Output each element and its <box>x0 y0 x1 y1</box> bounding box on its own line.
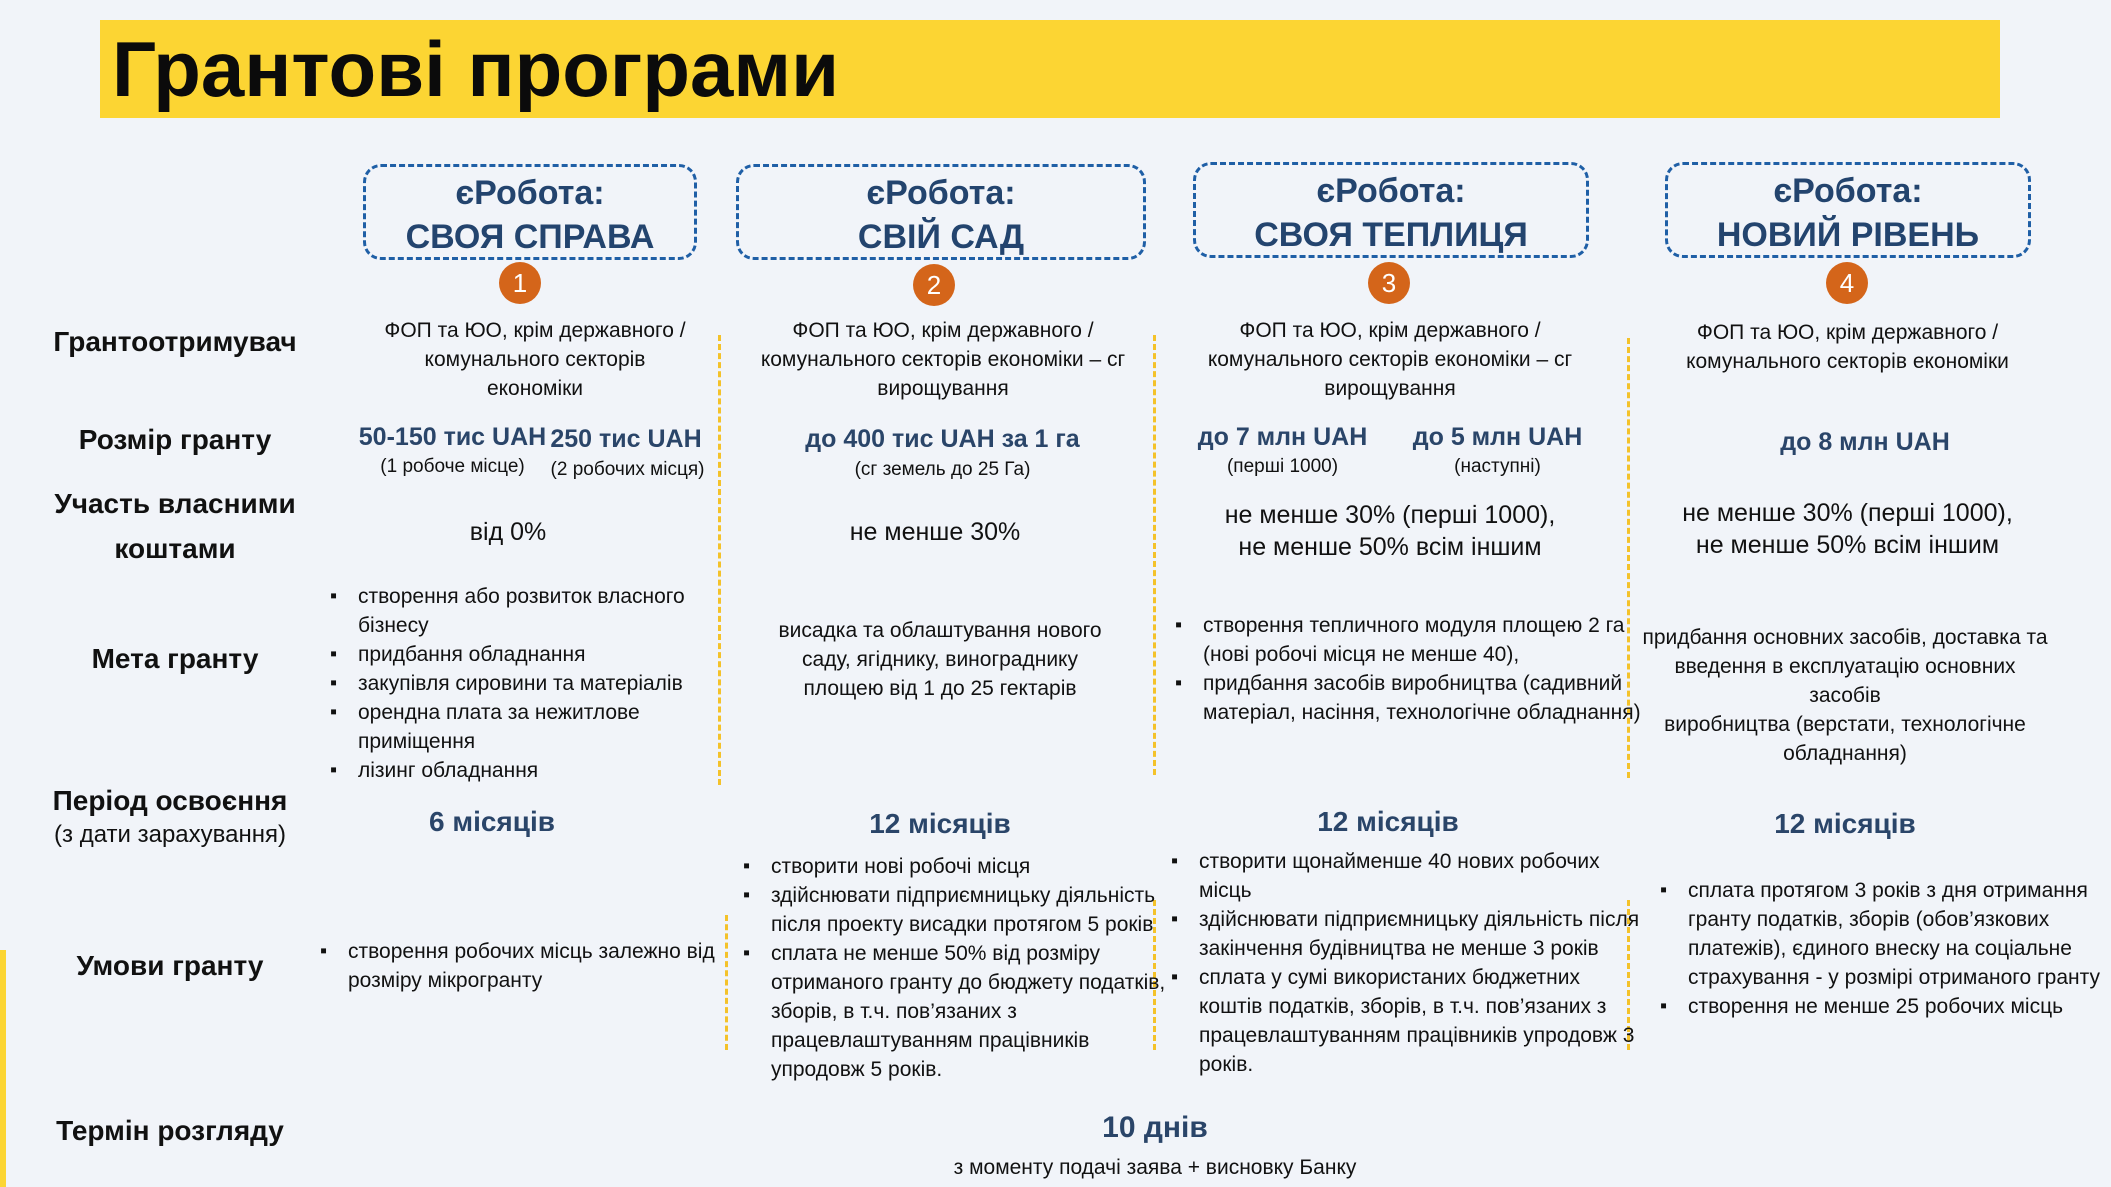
purpose-cell-2 <box>745 616 1135 703</box>
grant-size-note: (1 робоче місце) <box>380 456 525 477</box>
list-item: ▪ сплата у сумі використаних бюджетних коштів податків, зборів, в т.ч. пов’язаних з працевлаштуванням працівників упродовж 3 років. <box>1199 963 1649 1079</box>
text-line: ФОП та ЮО, крім державного / <box>384 319 686 342</box>
row-label-recipient: Грантоотримувач <box>53 326 297 357</box>
recipient-cell-3 <box>1185 316 1595 403</box>
program-prefix: єРобота: <box>866 174 1016 212</box>
program-name: НОВИЙ РІВЕНЬ <box>1716 216 1980 254</box>
text-line: комунального секторів економіки <box>1686 350 2009 373</box>
own-funds-cell-3 <box>1180 499 1600 563</box>
list-item: ▪ закупівля сировини та матеріалів <box>358 669 743 698</box>
column-divider <box>1153 335 1156 775</box>
text-line: придбання основних засобів, доставка та <box>1642 626 2048 649</box>
text-line: ФОП та ЮО, крім державного / <box>792 319 1094 342</box>
grant-size-value: до 7 млн UAH <box>1197 423 1368 451</box>
program-header-3 <box>1193 162 1589 258</box>
list-item: ▪ орендна плата за нежитлове приміщення <box>358 698 743 756</box>
purpose-list-3 <box>1173 611 1643 727</box>
program-name: СВОЯ СПРАВА <box>405 218 655 256</box>
row-label-purpose: Мета гранту <box>91 643 259 674</box>
text-line: комунального секторів <box>424 348 646 371</box>
text-line: ФОП та ЮО, крім державного / <box>1239 319 1541 342</box>
text-line: не менше 30% (перші 1000), <box>1682 499 2013 527</box>
own-funds-cell-1: від 0% <box>469 518 547 546</box>
text-line: комунального секторів економіки – сг <box>760 348 1126 371</box>
list-item: ▪ лізинг обладнання <box>358 756 743 785</box>
conditions-list-3 <box>1169 847 1649 1079</box>
grant-size-note: (2 робочих місця) <box>550 459 705 480</box>
review-value: 10 днів <box>1102 1111 1208 1144</box>
conditions-list-1 <box>318 937 743 995</box>
list-item: ▪ здійснювати підприємницьку діяльність після проекту висадки протягом 5 років <box>771 881 1171 939</box>
recipient-cell-1 <box>350 316 720 403</box>
program-prefix: єРобота: <box>455 174 605 212</box>
text-line: висадка та облаштування нового <box>778 619 1102 642</box>
grant-size-value: до 400 тис UAH за 1 га <box>805 425 1080 453</box>
own-funds-cell-4 <box>1650 497 2045 561</box>
row-label-line: коштами <box>114 533 236 564</box>
program-number-badge: 1 <box>499 262 541 304</box>
review-note: з моменту подачі заява + висновку Банку <box>953 1156 1357 1179</box>
list-item: ▪ сплата протягом 3 років з дня отримання гранту податків, зборів (обов’язкових платежів), єдиного внеску на соціальне страхування - у розмірі отриманого гранту <box>1688 876 2111 992</box>
text-line: економіки <box>486 377 584 400</box>
text-line: не менше 50% всім іншим <box>1695 531 2000 559</box>
row-label-own-funds <box>30 481 320 571</box>
grant-size-value: 50-150 тис UAH <box>358 423 547 451</box>
grant-size-note: (перші 1000) <box>1226 456 1339 477</box>
text-line: не менше 30% (перші 1000), <box>1224 501 1556 529</box>
list-item: ▪ сплата не менше 50% від розміру отриманого гранту до бюджету податків, зборів, в т.ч. пов’язаних з працевлаштуванням працівників упродовж 5 років. <box>771 939 1171 1084</box>
purpose-list-1 <box>328 582 743 785</box>
recipient-cell-4 <box>1650 318 2045 376</box>
text-line: ФОП та ЮО, крім державного / <box>1696 321 1999 344</box>
list-item: ▪ здійснювати підприємницьку діяльність після закінчення будівництва не менше 3 років <box>1199 905 1649 963</box>
text-line: вирощування <box>1324 377 1456 400</box>
grant-size-value: до 8 млн UAH <box>1780 428 1950 456</box>
program-header-1 <box>363 164 697 260</box>
text-line: комунального секторів економіки – сг <box>1207 348 1573 371</box>
period-value-4: 12 місяців <box>1774 808 1916 839</box>
grant-size-note: (сг земель до 25 Га) <box>854 459 1031 480</box>
period-value-3: 12 місяців <box>1317 806 1459 837</box>
grant-size-note: (наступні) <box>1454 456 1541 477</box>
recipient-cell-2 <box>738 316 1148 403</box>
period-value-2: 12 місяців <box>869 808 1011 839</box>
program-header-4 <box>1665 162 2031 258</box>
period-value-1: 6 місяців <box>429 806 555 837</box>
text-line: вирощування <box>877 377 1009 400</box>
grant-size-value: до 5 млн UAH <box>1412 423 1583 451</box>
page-title: Грантові програми <box>112 25 840 113</box>
own-funds-cell-2: не менше 30% <box>849 518 1021 546</box>
conditions-list-4 <box>1658 876 2111 1021</box>
text-line: площею від 1 до 25 гектарів <box>803 677 1077 700</box>
list-item: ▪ створення не менше 25 робочих місць <box>1688 992 2111 1021</box>
program-header-2 <box>736 164 1146 260</box>
row-label-period-sub: (з дати зарахування) <box>54 821 286 848</box>
row-label-line: Участь власними <box>54 488 296 519</box>
text-line: саду, ягіднику, винограднику <box>802 648 1078 671</box>
list-item: ▪ придбання засобів виробництва (садивний матеріал, насіння, технологічне обладнання) <box>1203 669 1643 727</box>
program-name: СВІЙ САД <box>857 218 1025 256</box>
list-item: ▪ створення тепличного модуля площею 2 га (нові робочі місця не менше 40), <box>1203 611 1643 669</box>
text-line: обладнання) <box>1783 742 1907 765</box>
program-prefix: єРобота: <box>1773 172 1923 210</box>
program-name: СВОЯ ТЕПЛИЦЯ <box>1254 216 1528 254</box>
program-number-badge: 3 <box>1368 262 1410 304</box>
text-line: не менше 50% всім іншим <box>1238 533 1542 561</box>
text-line: виробництва (верстати, технологічне <box>1664 713 2026 736</box>
list-item: ▪ створити нові робочі місця <box>771 852 1171 881</box>
row-label-review: Термін розгляду <box>56 1115 284 1146</box>
program-number-badge: 4 <box>1826 262 1868 304</box>
program-prefix: єРобота: <box>1316 172 1466 210</box>
list-item: ▪ створення робочих місць залежно від розміру мікрогранту <box>348 937 743 995</box>
grant-size-value: 250 тис UAH <box>550 425 702 453</box>
list-item: ▪ придбання обладнання <box>358 640 743 669</box>
list-item: ▪ створити щонайменше 40 нових робочих місць <box>1199 847 1649 905</box>
program-number-badge: 2 <box>913 264 955 306</box>
row-label-period: Період освоєння <box>52 785 288 816</box>
text-line: введення в експлуатацію основних засобів <box>1674 655 2016 707</box>
list-item: ▪ створення або розвиток власного бізнесу <box>358 582 743 640</box>
row-label-conditions: Умови гранту <box>76 950 264 981</box>
row-label-size: Розмір гранту <box>78 424 272 455</box>
purpose-cell-4 <box>1640 623 2050 768</box>
conditions-list-2 <box>741 852 1171 1084</box>
left-accent-bar <box>0 950 6 1187</box>
